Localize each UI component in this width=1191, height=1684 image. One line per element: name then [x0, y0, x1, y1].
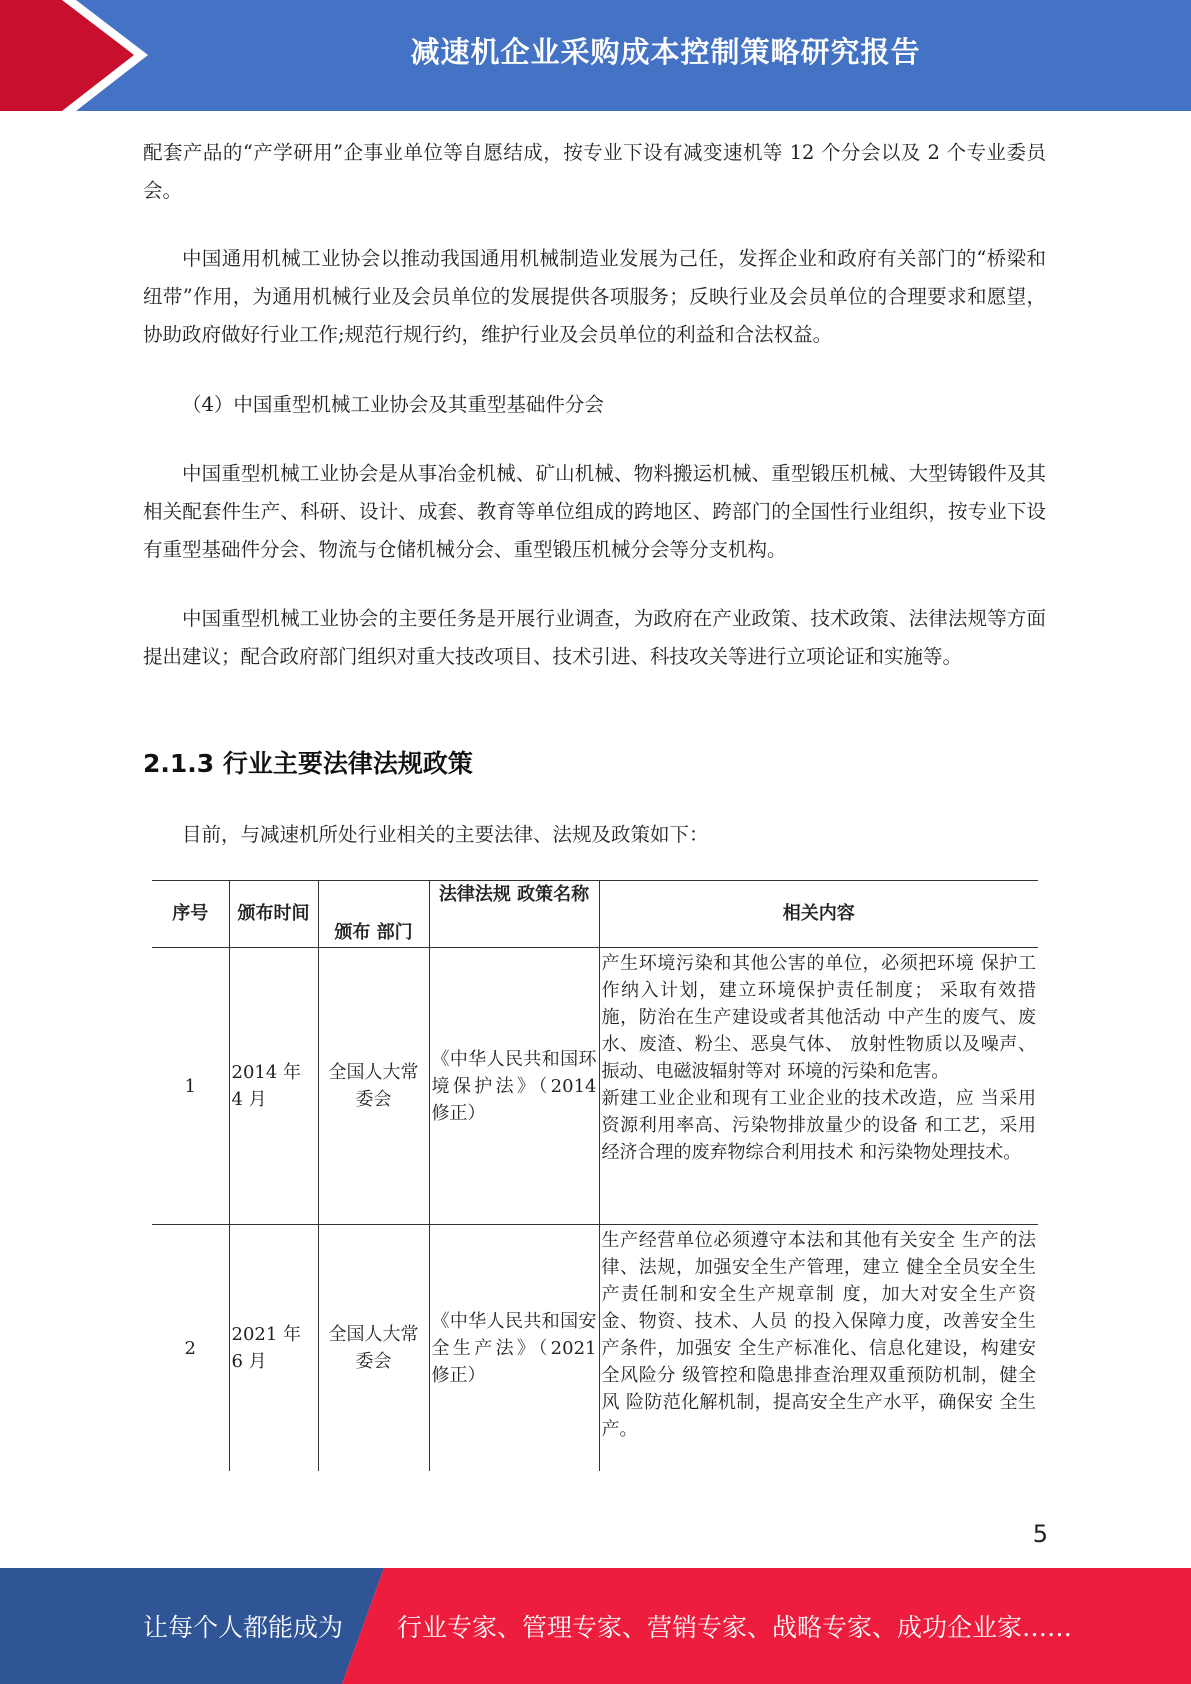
- table-header-row: [152, 881, 1038, 948]
- cell-content: [599, 948, 1038, 1225]
- header-date: 颁布时间: [229, 881, 318, 948]
- footer-slogan-right: 行业专家、管理专家、营销专家、战略专家、成功企业家……: [397, 1613, 1073, 1642]
- header-content: 相关内容: [599, 881, 1038, 948]
- cell-date: 2021 年 6 月: [229, 1225, 318, 1472]
- cell-content-part-b: 新建工业企业和现有工业企业的技术改造，应 当采用资源利用率高、污染物排放量少的设备 和工艺，采用经济合理的废弃物综合利用技术 和污染物处理技术。: [601, 1088, 1036, 1163]
- laws-table: [152, 880, 1038, 1471]
- paragraph-subheading-heavy-machinery: （4）中国重型机械工业协会及其重型基础件分会: [182, 393, 604, 416]
- paragraph-intro-continued: 配套产品的“产学研用”企事业单位等自愿结成，按专业下设有减变速机等 12 个分会以及 2 个专业委员会。: [143, 141, 1046, 202]
- table-row: [152, 1225, 1038, 1472]
- cell-law-name: 《中华人民共和国安全生产法》（2021 修正）: [429, 1225, 599, 1472]
- report-title: 减速机企业采购成本控制策略研究报告: [410, 34, 921, 69]
- paragraph-heavy-machinery-association: 中国重型机械工业协会是从事冶金机械、矿山机械、物料搬运机械、重型锻压机械、大型铸锻件及其相关配套件生产、科研、设计、成套、教育等单位组成的跨地区、跨部门的全国性行业组织，按专业下设有重型基础件分会、物流与仓储机械分会、重型锻压机械分会等分支机构。: [143, 462, 1046, 561]
- cell-dept: 全国人大常委会: [318, 948, 429, 1225]
- paragraph-heavy-machinery-tasks: 中国重型机械工业协会的主要任务是开展行业调查，为政府在产业政策、技术政策、法律法规等方面提出建议；配合政府部门组织对重大技改项目、技术引进、科技攻关等进行立项论证和实施等。: [143, 607, 1046, 668]
- paragraph-table-intro: 目前，与减速机所处行业相关的主要法律、法规及政策如下：: [182, 823, 709, 846]
- cell-dept: 全国人大常委会: [318, 1225, 429, 1472]
- page-number: 5: [1032, 1520, 1048, 1548]
- cell-content-part-a: 产生环境污染和其他公害的单位，必须把环境 保护工作纳入计划，建立环境保护责任制度； 采取有效措施，防治在生产建设或者其他活动 中产生的废气、废水、废渣、粉尘、恶臭气体、 放射性物质以及噪声、振动、电磁波辐射等对 环境的污染和危害。: [601, 953, 1036, 1082]
- cell-no: 1: [152, 948, 229, 1225]
- cell-date: 2014 年 4 月: [229, 948, 318, 1225]
- table-row: [152, 948, 1038, 1225]
- footer-slogan-left: 让每个人都能成为: [143, 1613, 344, 1642]
- cell-content-part-a: 生产经营单位必须遵守本法和其他有关安全 生产的法律、法规，加强安全生产管理，建立 健全全员安全生产责任制和安全生产规章制 度，加大对安全生产资金、物资、技术、人员 的投入保障力度，改善安全生产条件，加强安 全生产标准化、信息化建设，构建安全风险分 级管控和隐患排查治理双重预防机制，健全风 险防范化解机制，提高安全生产水平，确保安 全生产。: [601, 1230, 1036, 1440]
- section-heading: 2.1.3 行业主要法律法规政策: [143, 749, 473, 778]
- header-no: 序号: [152, 881, 229, 948]
- header-name: 法律法规 政策名称: [429, 881, 599, 948]
- page-header: [0, 0, 1191, 111]
- cell-law-name: 《中华人民共和国环境保护法》（2014 修正）: [429, 948, 599, 1225]
- page-footer: [0, 1568, 1191, 1684]
- header-dept: 颁布 部门: [318, 881, 429, 948]
- cell-no: 2: [184, 1337, 196, 1359]
- paragraph-general-machinery-association: 中国通用机械工业协会以推动我国通用机械制造业发展为己任，发挥企业和政府有关部门的“桥梁和纽带”作用，为通用机械行业及会员单位的发展提供各项服务；反映行业及会员单位的合理要求和愿望，协助政府做好行业工作;规范行规行约，维护行业及会员单位的利益和合法权益。: [143, 247, 1046, 346]
- cell-content: [599, 1225, 1038, 1472]
